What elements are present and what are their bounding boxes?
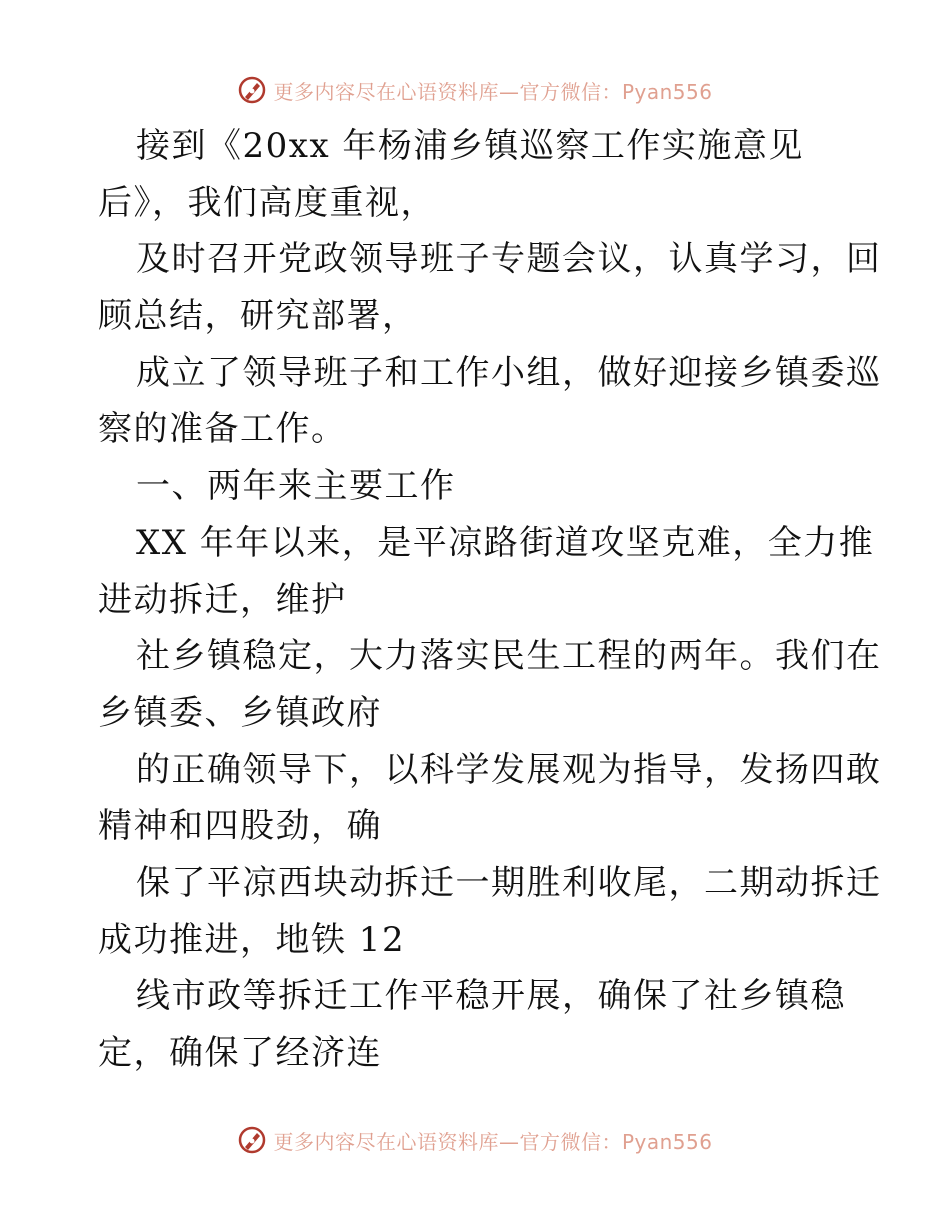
document-body — [98, 118, 882, 1082]
text-line: 社乡镇稳定，大力落实民生工程的两年。我们在 — [136, 636, 882, 677]
text-line: 乡镇委、乡镇政府 — [98, 692, 382, 733]
text-line: 进动拆迁，维护 — [98, 579, 347, 620]
text-line: 定，确保了经济连 — [98, 1033, 382, 1073]
text-line: 顾总结，研究部署， — [98, 296, 418, 337]
header-banner — [0, 70, 950, 110]
pen-logo-icon — [237, 75, 267, 105]
text-line: 线市政等拆迁工作平稳开展，确保了社乡镇稳 — [136, 976, 846, 1017]
text-line: 精神和四股劲，确 — [98, 806, 382, 847]
footer-banner-text: 更多内容尽在心语资料库—官方微信：Pyan556 — [273, 1129, 713, 1154]
text-line: 接到《20xx 年杨浦乡镇巡察工作实施意见 — [136, 126, 804, 166]
text-line: 的正确领导下，以科学发展观为指导，发扬四敢 — [136, 749, 882, 790]
text-line: 保了平凉西块动拆迁一期胜利收尾，二期动拆迁 — [136, 862, 882, 903]
text-line: 成立了领导班子和工作小组，做好迎接乡镇委巡 — [136, 352, 882, 393]
pen-logo-icon — [237, 1125, 267, 1155]
text-line: 一、两年来主要工作 — [136, 466, 456, 507]
text-line: 成功推进，地铁 12 — [98, 919, 406, 960]
text-line: 后》，我们高度重视， — [98, 182, 436, 223]
text-line: 察的准备工作。 — [98, 409, 347, 450]
text-line: XX 年年以来，是平凉路街道攻坚克难，全力推 — [136, 522, 875, 563]
footer-banner — [0, 1120, 950, 1160]
text-line: 及时召开党政领导班子专题会议，认真学习，回 — [136, 239, 882, 280]
header-banner-text: 更多内容尽在心语资料库—官方微信：Pyan556 — [273, 79, 713, 104]
